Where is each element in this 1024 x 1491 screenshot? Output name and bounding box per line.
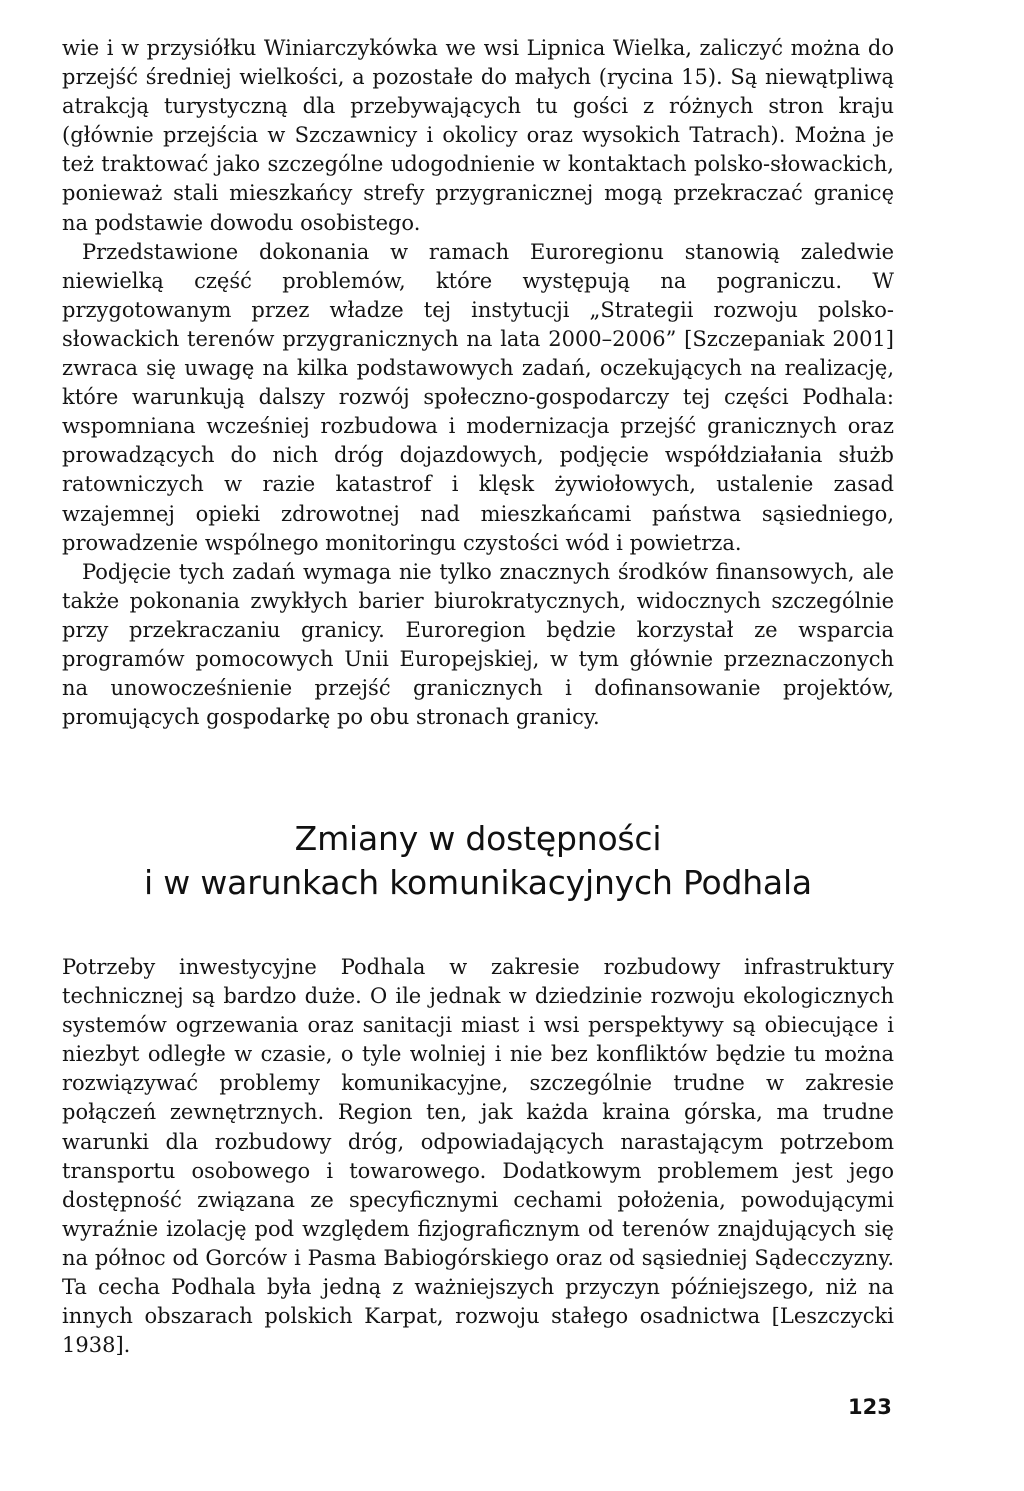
paragraph-tasks: Podjęcie tych zadań wymaga nie tylko znacznych środków finansowych, ale także pokonania zwykłych barier biurokratycznych, widocznych szczególnie przy przekraczaniu granicy. Euroregion będzie korzystał ze wsparcia programów pomocowych Unii Europejskiej, w tym głównie przeznaczonych na unowocześnienie przejść granicznych i dofinansowanie projektów, promujących gospodarkę po obu stronach granicy. [62,559,894,730]
paragraph-continuation: wie i w przysiółku Winiarczykówka we wsi Lipnica Wielka, zaliczyć można do przejść średniej wielkości, a pozostałe do małych (rycina 15). Są niewątpliwą atrakcją turystyczną dla przebywających tu gości z różnych stron kraju (głównie przejścia w Szczawnicy i okolicy oraz wysokich Tatrach). Można je też traktować jako szczególne udogodnienie w kontaktach polsko-słowackich, ponieważ stali mieszkańcy strefy przygranicznej mogą przekraczać granicę na podstawie dowodu osobistego. [62,36,894,235]
section-heading [62,817,894,905]
body-text-top [62,34,894,732]
body-text-section [62,953,894,1360]
paragraph-investment-needs: Potrzeby inwestycyjne Podhala w zakresie rozbudowy infrastruktury technicznej są bardzo duże. O ile jednak w dziedzinie rozwoju ekologicznych systemów ogrzewania oraz sanitacji miast i wsi perspektywy są obiecujące i niezbyt odległe w czasie, o tyle wolniej i nie bez konfliktów będzie tu można rozwiązywać problemy komunikacyjne, szczególnie trudne w zakresie połączeń zewnętrznych. Region ten, jak każda kraina górska, ma trudne warunki dla rozbudowy dróg, odpowiadających narastającym potrzebom transportu osobowego i towarowego. Dodatkowym problemem jest jego dostępność związana ze specyficznymi cechami położenia, powodującymi wyraźnie izolację pod względem fizjograficznym od terenów znajdujących się na północ od Gorców i Pasma Babiogórskiego oraz od sąsiedniej Sądecczyzny. Ta cecha Podhala była jedną z ważniejszych przyczyn późniejszego, niż na innych obszarach polskich Karpat, rozwoju stałego osadnictwa [Leszczycki 1938]. [62,955,894,1358]
page-number: 123 [848,1395,892,1419]
section-heading-line-2: i w warunkach komunikacyjnych Podhala [144,863,812,902]
paragraph-euroregion: Przedstawione dokonania w ramach Euroregionu stanowią zaledwie niewielką część problemów, które występują na pograniczu. W przygotowanym przez władze tej instytucji „Strategii rozwoju polsko-słowackich terenów przygranicznych na lata 2000–2006” [Szczepaniak 2001] zwraca się uwagę na kilka podstawowych zadań, oczekujących na realizację, które warunkują dalszy rozwój społeczno-gospodarczy tej części Podhala: wspomniana wcześniej rozbudowa i modernizacja przejść granicznych oraz prowadzących do nich dróg dojazdowych, podjęcie współdziałania służb ratowniczych w razie katastrof i klęsk żywiołowych, ustalenie zasad wzajemnej opieki zdrowotnej nad mieszkańcami państwa sąsiedniego, prowadzenie wspólnego monitoringu czystości wód i powietrza. [62,239,894,555]
section-heading-line-1: Zmiany w dostępności [294,819,662,858]
